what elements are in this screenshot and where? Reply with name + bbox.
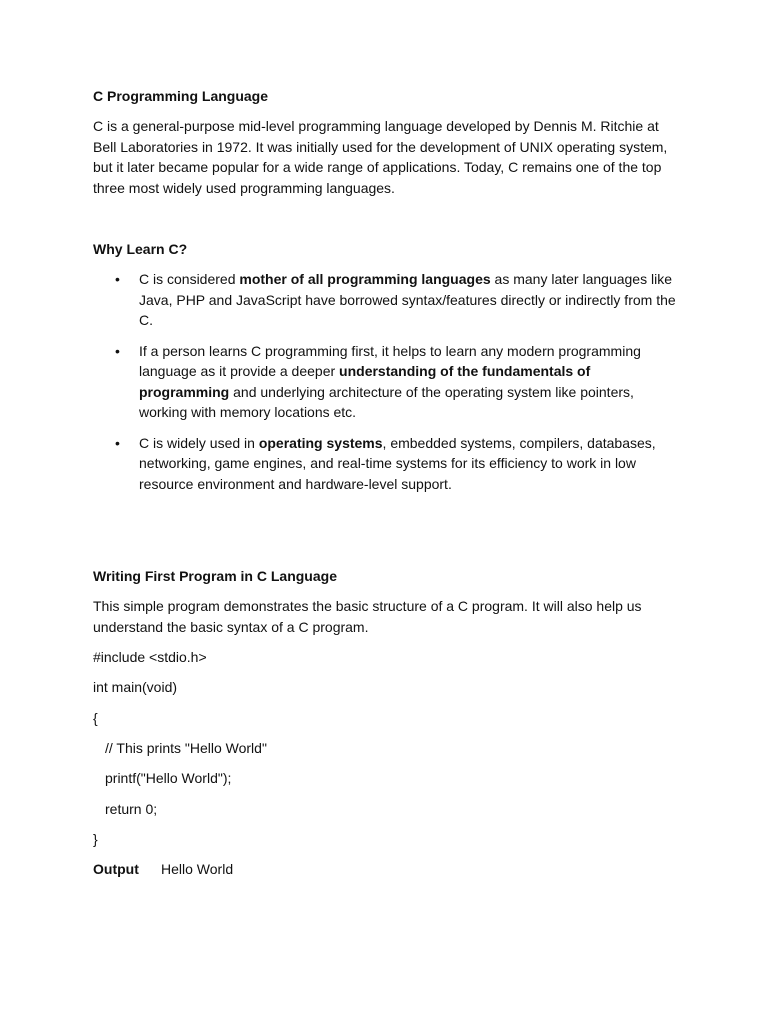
list-item-text-start: If a person learns C programming first, it helps to learn any modern programming language as it provide a deeper [139,342,641,379]
code-line-comment: // This prints "Hello World" [105,740,267,756]
list-item-emphasis: operating systems [258,434,383,451]
list-item [93,269,683,331]
page-title: C Programming Language [93,88,269,104]
code-line-open-brace: { [93,710,98,726]
bullet-icon: • [115,271,120,287]
list-item-text-start: C is widely used in [139,434,259,451]
first-program-description: This simple program demonstrates the basic structure of a C program. It will also help us understand the basic syntax of a C program. [93,598,642,635]
list-item-text-end: as many later languages like Java, PHP and JavaScript have borrowed syntax/features directly or indirectly from the C. [139,271,676,328]
output-value: Hello World [161,861,234,877]
code-line-close-brace: } [93,831,98,847]
code-line-printf: printf("Hello World"); [105,770,232,786]
list-item-emphasis: mother of all programming languages [239,271,491,287]
why-learn-list [93,269,683,504]
list-item-text-start: C is considered [139,271,240,287]
list-item [93,341,683,423]
bullet-icon: • [115,342,120,359]
bullet-icon: • [115,434,120,451]
list-item-emphasis: understanding of the fundamentals of programming [139,363,591,400]
why-learn-heading: Why Learn C? [93,241,188,257]
code-line-return: return 0; [105,801,158,817]
code-line-main: int main(void) [93,679,178,695]
code-line-include: #include <stdio.h> [93,649,207,665]
list-item-text-end: and underlying architecture of the operating system like pointers, working with memory locations etc. [139,383,634,420]
first-program-heading: Writing First Program in C Language [93,568,337,584]
output-label: Output [93,861,139,877]
list-item-text-end: , embedded systems, compilers, databases, networking, game engines, and real-time systems for its efficiency to work in low resource environment and hardware-level support. [139,434,656,492]
intro-paragraph: C is a general-purpose mid-level programming language developed by Dennis M. Ritchie at Bell Laboratories in 1972. It was initially used for the development of UNIX operating system, but it later became popular for a wide range of applications. Today, C remains one of the top three most widely used programming languages. [93,118,668,196]
list-item [93,433,683,495]
